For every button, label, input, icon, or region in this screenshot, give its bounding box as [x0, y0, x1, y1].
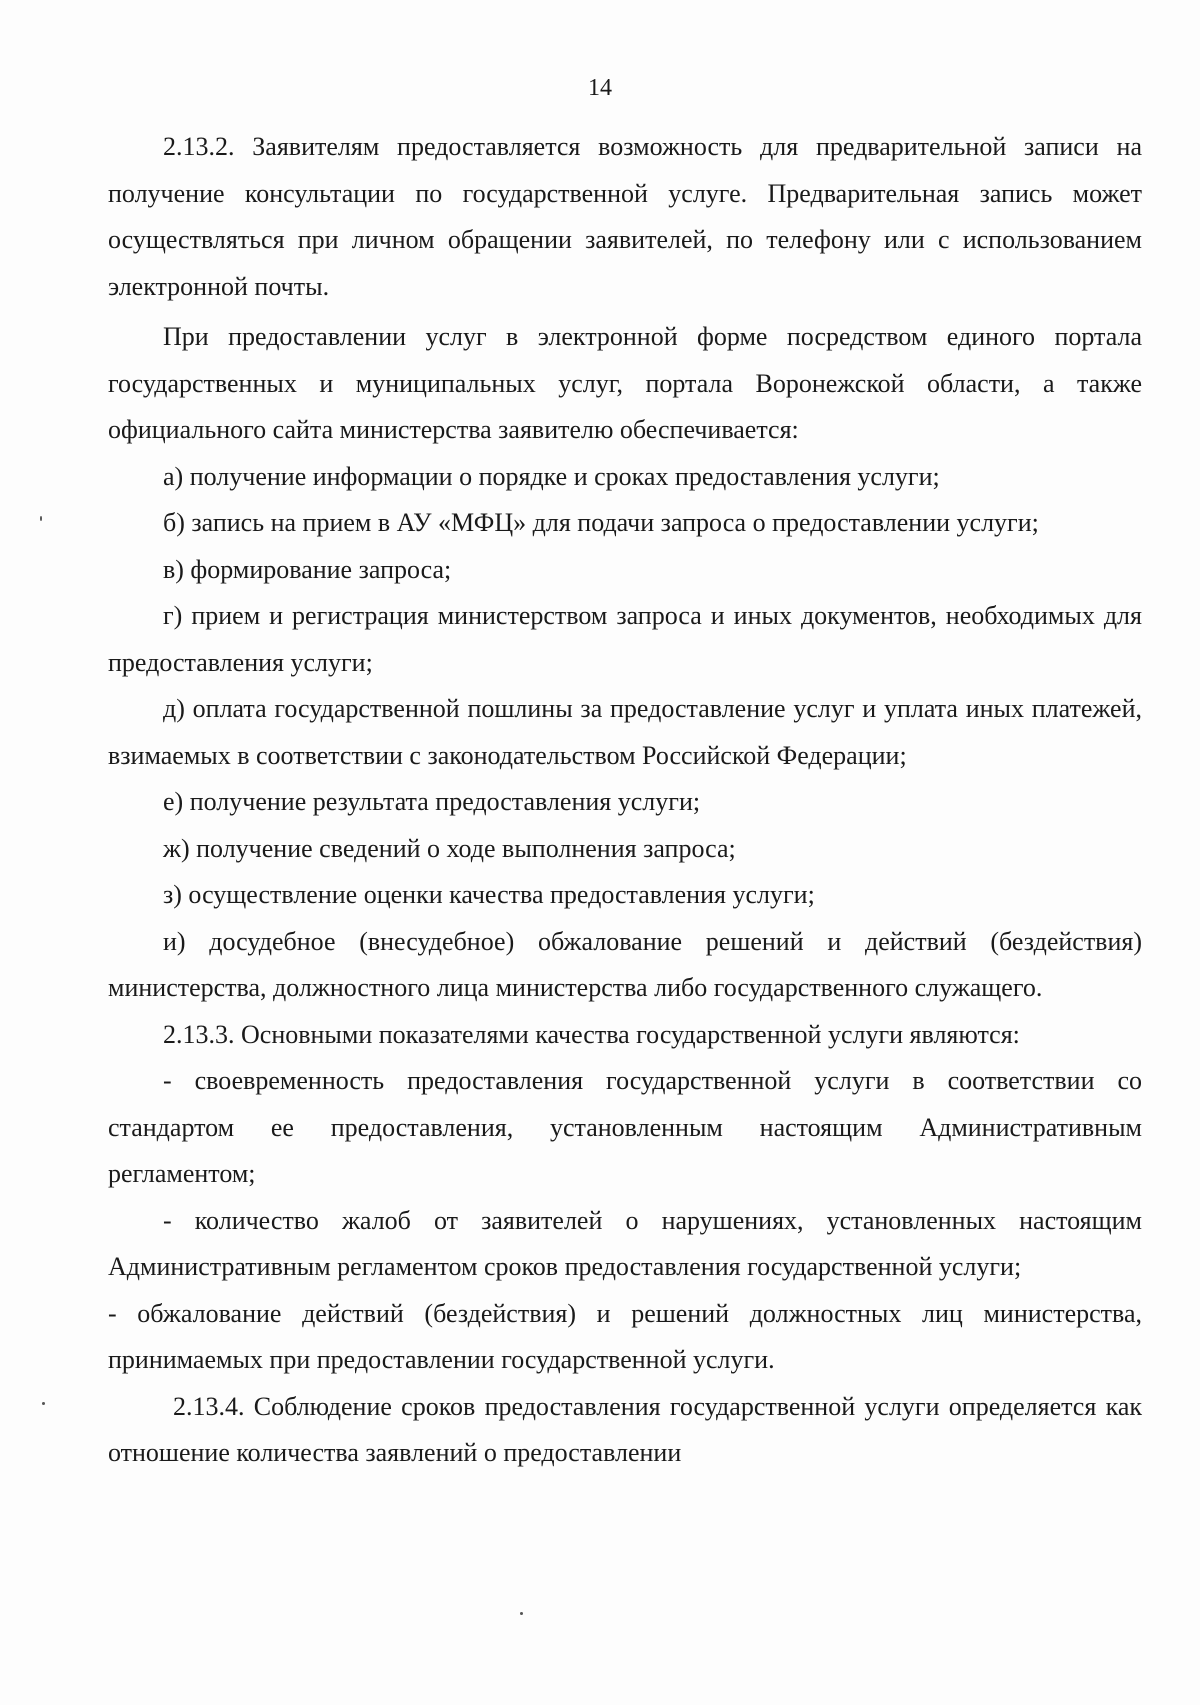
- list-item-zh: ж) получение сведений о ходе выполнения запроса;: [163, 833, 736, 863]
- paragraph-2-13-4: 2.13.4. Соблюдение сроков предоставления государственной услуги определяется как отношение количества заявлений о предоставлении: [108, 1391, 1142, 1467]
- document-body: [108, 124, 1142, 1477]
- list-item-b: б) запись на прием в АУ «МФЦ» для подачи запроса о предоставлении услуги;: [163, 508, 1039, 537]
- indicator-appeals: - обжалование действий (бездействия) и решений должностных лиц министерства, принимаемых при предоставлении государственной услуги.: [108, 1298, 1142, 1374]
- list-item-a: а) получение информации о порядке и сроках предоставления услуги;: [163, 461, 940, 491]
- scan-speck: [42, 1402, 45, 1405]
- paragraph-2-13-2: 2.13.2. Заявителям предоставляется возможность для предварительной записи на получение консультации по государственной услуге. Предварительная запись может осуществляться при личном обращении заявителей, по телефону или с использованием электронной почты.: [108, 132, 1142, 301]
- scan-speck: [520, 1612, 523, 1615]
- page-number: 14: [588, 75, 612, 101]
- indicator-timeliness: - своевременность предоставления государственной услуги в соответствии со стандартом ее предоставления, установленным настоящим Административным регламентом;: [108, 1066, 1142, 1188]
- list-item-g: г) прием и регистрация министерством запроса и иных документов, необходимых для предоставления услуги;: [108, 601, 1142, 677]
- list-item-e: е) получение результата предоставления услуги;: [163, 787, 701, 816]
- scan-speck: [40, 516, 42, 521]
- indicator-complaints: - количество жалоб от заявителей о нарушениях, установленных настоящим Административным регламентом сроков предоставления государственной услуги;: [108, 1205, 1142, 1281]
- list-item-v: в) формирование запроса;: [163, 554, 452, 584]
- list-item-z: з) осуществление оценки качества предоставления услуги;: [163, 880, 815, 909]
- list-item-d: д) оплата государственной пошлины за предоставление услуг и уплата иных платежей, взимаемых в соответствии с законодательством Российской Федерации;: [108, 694, 1142, 770]
- list-item-i: и) досудебное (внесудебное) обжалование решений и действий (бездействия) министерства, должностного лица министерства либо государственного служащего.: [108, 926, 1142, 1002]
- paragraph-2-13-3: 2.13.3. Основными показателями качества государственной услуги являются:: [163, 1019, 1020, 1049]
- paragraph-electronic-services: При предоставлении услуг в электронной форме посредством единого портала государственных и муниципальных услуг, портала Воронежской области, а также официального сайта министерства заявителю обеспечивается:: [108, 322, 1142, 444]
